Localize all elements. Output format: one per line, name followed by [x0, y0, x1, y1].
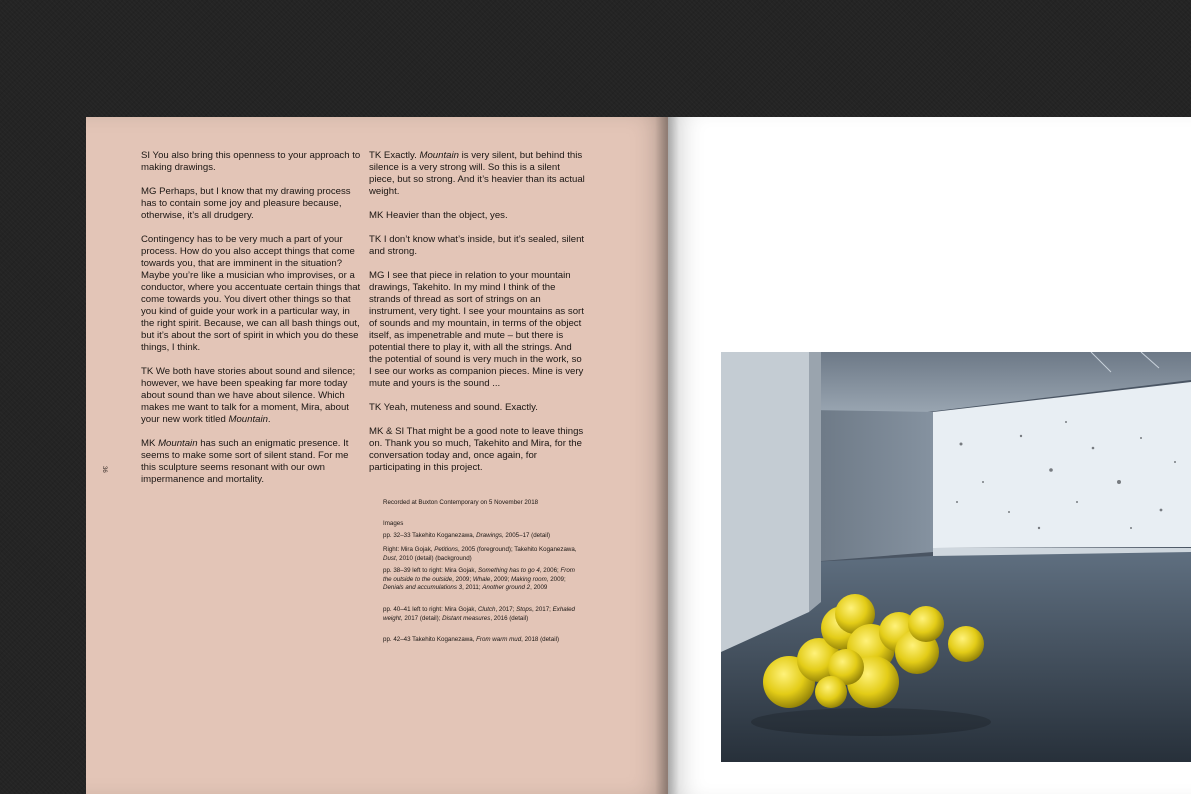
caption-text: , 2009; — [490, 575, 512, 583]
caption-text: , 2009; — [546, 575, 566, 583]
artwork-title: Drawings — [476, 532, 502, 539]
paragraph-text: TK Exactly. — [369, 150, 417, 161]
artwork-title: Petitions — [434, 546, 458, 553]
caption-text: , 2017 (detail); — [400, 614, 443, 622]
caption-text: , 2018 (detail) — [521, 636, 560, 643]
artwork-title: From the outside to the outside — [383, 567, 575, 583]
paragraph-text: has such an enigmatic presence. It seems to make some sort of silent stand. For me this sculpture seems resonant with our own impermanence and mortality. — [141, 438, 349, 485]
paragraph: TK We both have stories about sound and silence; however, we have been speaking far more today about sound than we have about silence. Which makes me want to talk for a moment, Mira, about your new work titled Mountain. — [141, 366, 356, 425]
artwork-title: Mountain — [158, 438, 198, 449]
caption-text: , 2005–17 (detail) — [501, 532, 551, 539]
artwork-title: From warm mud — [476, 636, 522, 643]
caption-text: pp. 42–43 Takehito Koganezawa, — [383, 636, 477, 643]
image-caption — [383, 532, 583, 541]
artwork-title: Distant measures — [442, 614, 491, 622]
paragraph-text: TK We both have stories about sound and silence; however, we have been speaking far more today about sound than we have about silence. Which makes me want to talk for a moment, Mira, about your new work titled — [141, 366, 356, 425]
image-caption — [383, 636, 583, 645]
paragraph-text: is very silent, but behind this silence is a very strong will. So this is a silent piece, but so strong. And it’s heavier than its actual weight. — [369, 150, 585, 197]
paragraph: MK Heavier than the object, yes. — [369, 210, 508, 221]
paragraph: MK & SI That might be a good note to leave things on. Thank you so much, Takehito and Mira, for the conversation today and, once again, for participating in this project. — [369, 426, 584, 473]
page-number: 36 — [101, 466, 107, 473]
interview-column-left — [141, 150, 361, 498]
artwork-title: Something has to go 4 — [477, 567, 540, 574]
caption-text: , 2017; — [531, 606, 553, 613]
artwork-title: Exhaled weight — [383, 606, 575, 622]
interview-column-right — [369, 150, 587, 486]
caption-text: pp. 38–39 left to right: Mira Gojak, — [383, 567, 478, 574]
paragraph — [141, 438, 361, 486]
artwork-title: Making room — [511, 575, 547, 583]
artwork-title: Whale — [472, 575, 491, 583]
images-heading: Images — [383, 520, 404, 527]
caption-text: , 2016 (detail) — [490, 614, 529, 622]
paragraph: MG I see that piece in relation to your mountain drawings, Takehito. In my mind I think of the strands of thread as sort of strings on an instrument, very tight. I see your mountains as sort of sounds and my mountain, in terms of the object itself, as impenetrable and mute – but there is potential there to play it, with all the strings. And the potential of sound is very much in the work, so I see our works as companion pieces. Mine is very mute and yours is the sound ... — [369, 270, 584, 389]
book-spine — [655, 117, 679, 794]
artwork-title: Another ground 2 — [482, 584, 531, 592]
caption-text: Right: Mira Gojak, — [383, 546, 435, 553]
paragraph: SI You also bring this openness to your approach to making drawings. — [141, 150, 361, 173]
artwork-title: Mountain — [419, 150, 459, 161]
artwork-title: Stops — [516, 606, 532, 613]
paragraph: TK I don’t know what’s inside, but it’s sealed, silent and strong. — [369, 234, 585, 257]
caption-text: pp. 40–41 left to right: Mira Gojak, — [383, 606, 478, 613]
caption-text: , 2011; — [462, 584, 483, 592]
artwork-title: Clutch — [477, 606, 496, 613]
caption-text: , 2005 (foreground); Takehito Koganezawa, — [457, 546, 577, 553]
paragraph: Contingency has to be very much a part of your process. How do you also accept things that come towards you, that are imminent in the situation? Maybe you’re like a musician who improvises, or a conductor, where you accentuate certain things that come towards you. You divert other things so that you kind of guide your work in a particular way, in the right spirit. Because, we can all bash things out, but it’s about the sort of spirit in which you do these things, I think. — [141, 234, 361, 353]
image-caption — [383, 567, 583, 593]
caption-text: pp. 32–33 Takehito Koganezawa, — [383, 532, 477, 539]
artwork-title: Mountain — [228, 414, 268, 425]
artwork-title: Dust — [383, 554, 396, 562]
paragraph — [369, 150, 587, 198]
recording-note: Recorded at Buxton Contemporary on 5 November 2018 — [383, 499, 539, 506]
image-caption — [383, 606, 583, 623]
speaker: MK — [141, 438, 156, 449]
gallery-installation-image — [721, 352, 1191, 762]
artwork-title: Denials and accumulations 3 — [383, 584, 463, 592]
caption-text: , 2009 — [530, 584, 548, 592]
image-caption — [383, 546, 583, 563]
exhibition-photo — [721, 352, 1191, 762]
paragraph: MG Perhaps, but I know that my drawing process has to contain some joy and pleasure because, otherwise, it’s all drudgery. — [141, 186, 351, 221]
paragraph: TK Yeah, muteness and sound. Exactly. — [369, 402, 538, 413]
caption-text: , 2010 (detail) (background) — [395, 554, 472, 562]
caption-text: , 2006; — [539, 567, 561, 574]
caption-text: , 2009; — [452, 575, 473, 583]
caption-text: , 2017; — [495, 606, 517, 613]
